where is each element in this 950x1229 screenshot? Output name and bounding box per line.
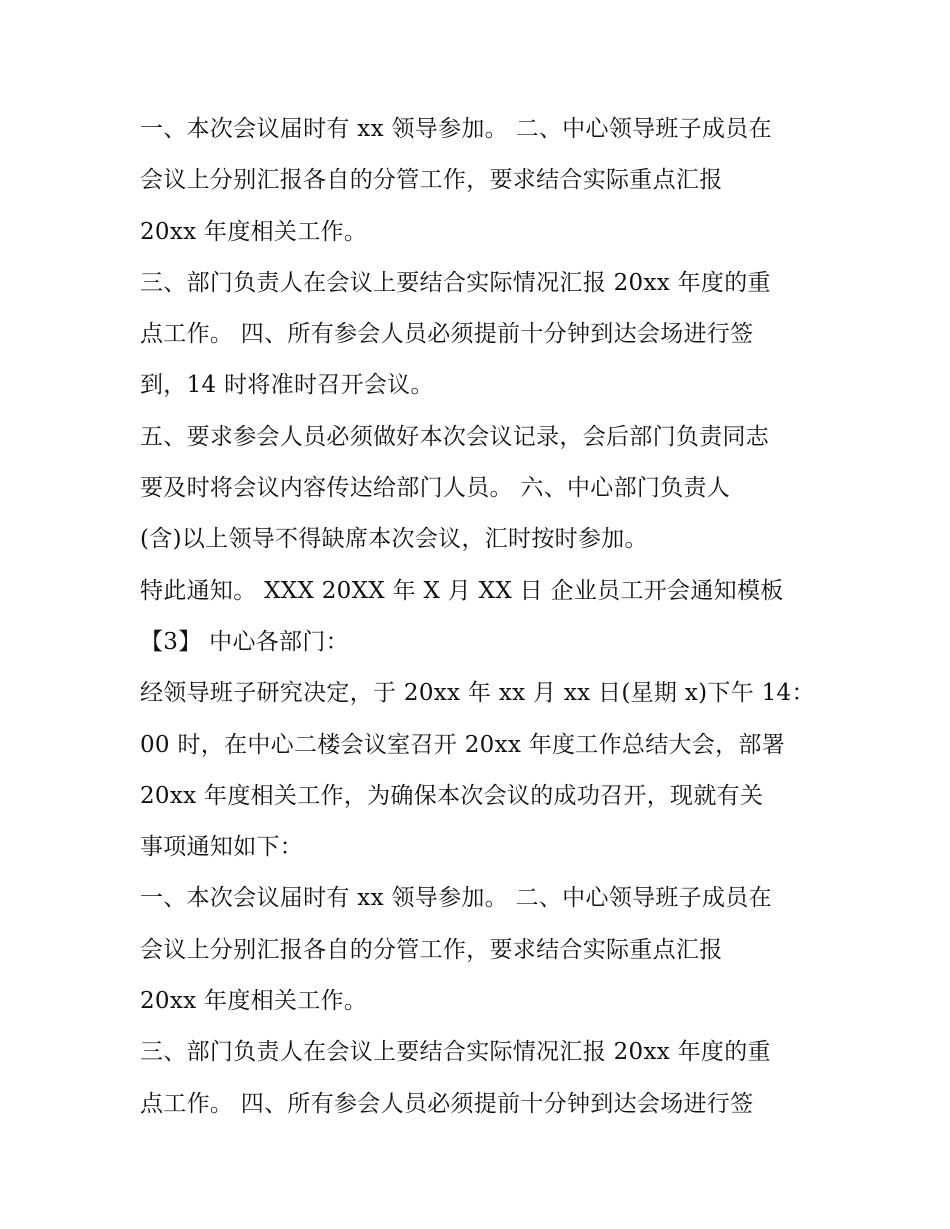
body-line: 会议上分别汇报各自的分管工作，要求结合实际重点汇报 — [140, 936, 723, 963]
body-line: 20xx 年度相关工作。 — [140, 218, 368, 245]
document-body — [140, 104, 820, 1130]
section-heading: 【3】 中心各部门： — [140, 628, 349, 655]
body-line: 到，14 时将准时召开会议。 — [140, 372, 434, 399]
body-line: 要及时将会议内容传达给部门人员。 六、中心部门负责人 — [140, 475, 731, 502]
body-line: 一、本次会议届时有 xx 领导参加。 二、中心领导班子成员在 — [140, 885, 772, 912]
body-line: 事项通知如下： — [140, 834, 304, 861]
body-line: 一、本次会议届时有 xx 领导参加。 二、中心领导班子成员在 — [140, 116, 772, 142]
body-line: 五、要求参会人员必须做好本次会议记录，会后部门负责同志 — [140, 423, 770, 450]
body-line: 三、部门负责人在会议上要结合实际情况汇报 20xx 年度的重 — [140, 1039, 771, 1066]
body-line: 20xx 年度相关工作。 — [140, 988, 368, 1015]
body-line: 点工作。 四、所有参会人员必须提前十分钟到达会场进行签 — [140, 321, 754, 348]
body-line: 经领导班子研究决定，于 20xx 年 xx 月 xx 日(星期 x)下午 14： — [140, 680, 815, 707]
body-line: 会议上分别汇报各自的分管工作，要求结合实际重点汇报 — [140, 167, 723, 194]
body-line: 20xx 年度相关工作，为确保本次会议的成功召开，现就有关 — [140, 782, 764, 809]
body-line: 00 时，在中心二楼会议室召开 20xx 年度工作总结大会，部署 — [140, 731, 786, 758]
body-line: 特此通知。 XXX 20XX 年 X 月 XX 日 企业员工开会通知模板 — [140, 577, 784, 604]
body-line: (含)以上领导不得缺席本次会议，汇时按时参加。 — [140, 526, 648, 553]
body-line: 三、部门负责人在会议上要结合实际情况汇报 20xx 年度的重 — [140, 269, 771, 296]
body-line: 点工作。 四、所有参会人员必须提前十分钟到达会场进行签 — [140, 1090, 754, 1117]
